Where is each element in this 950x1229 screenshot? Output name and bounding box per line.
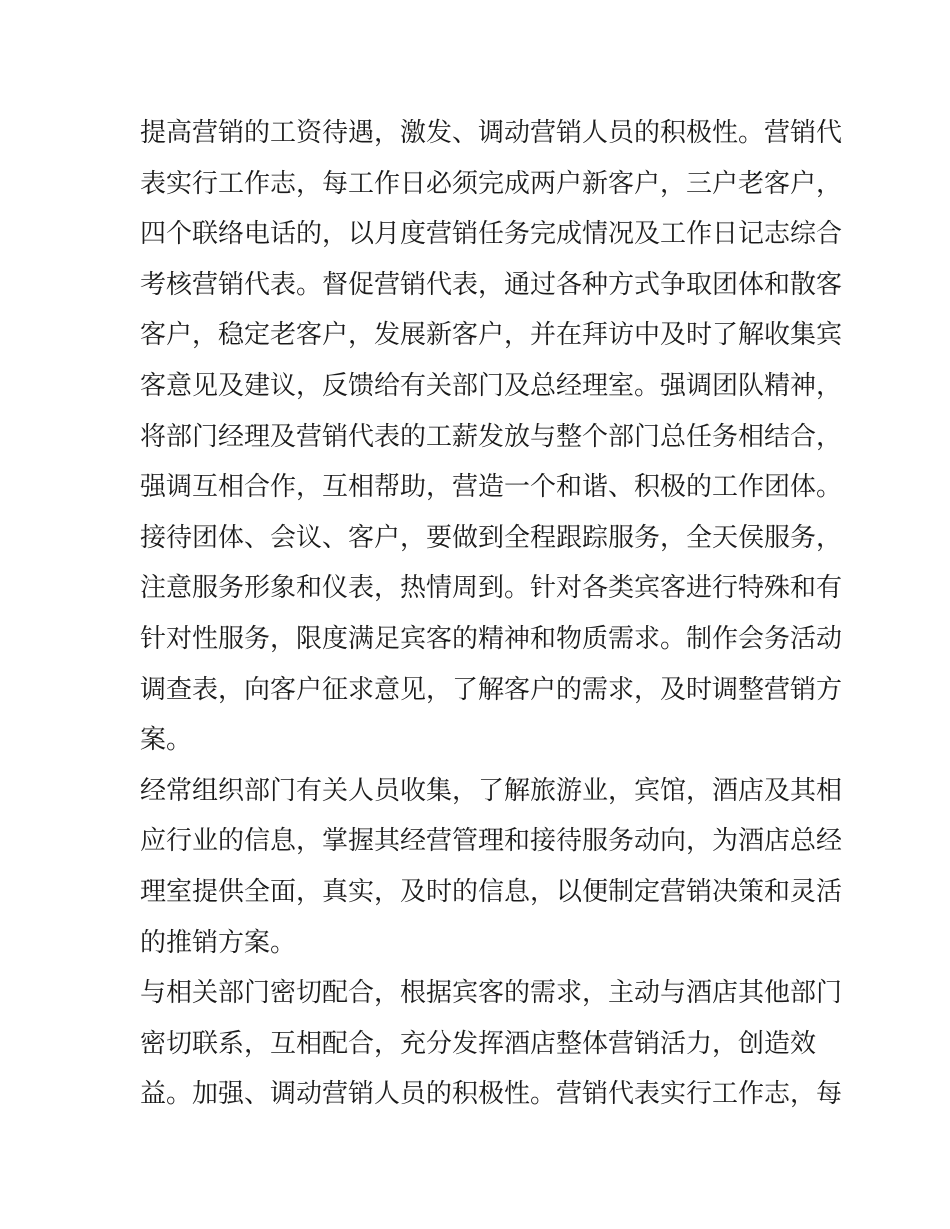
text-line: 案。 [140,725,193,756]
text-line: 将部门经理及营销代表的工薪发放与整个部门总任务相结合， [140,421,843,452]
text-line: 接待团体、会议、客户，要做到全程跟踪服务，全天侯服务， [140,522,843,553]
paragraph-3 [140,968,843,1120]
text-line: 提高营销的工资待遇，激发、调动营销人员的积极性。营销代 [140,118,843,148]
text-line: 强调互相合作，互相帮助，营造一个和谐、积极的工作团体。 [140,472,843,503]
text-line: 密切联系，互相配合，充分发挥酒店整体营销活力，创造效 [140,1028,817,1059]
text-line: 四个联络电话的，以月度营销任务完成情况及工作日记志综合 [140,219,843,250]
text-line: 客户，稳定老客户，发展新客户，并在拜访中及时了解收集宾 [140,320,843,351]
text-line: 益。加强、调动营销人员的积极性。营销代表实行工作志，每 [140,1079,843,1110]
text-line: 调查表，向客户征求意见，了解客户的需求，及时调整营销方 [140,674,843,705]
text-line: 理室提供全面，真实，及时的信息，以便制定营销决策和灵活 [140,876,843,907]
text-line: 客意见及建议，反馈给有关部门及总经理室。强调团队精神， [140,370,843,401]
paragraph-1 [140,108,843,766]
text-line: 针对性服务，限度满足宾客的精神和物质需求。制作会务活动 [140,623,843,654]
body-text [140,108,843,1120]
paragraph-2 [140,766,843,968]
text-line: 注意服务形象和仪表，热情周到。针对各类宾客进行特殊和有 [140,573,843,604]
text-line: 应行业的信息，掌握其经营管理和接待服务动向，为酒店总经 [140,826,843,857]
text-line: 考核营销代表。督促营销代表，通过各种方式争取团体和散客 [140,269,843,300]
text-line: 表实行工作志，每工作日必须完成两户新客户，三户老客户， [140,168,843,199]
text-line: 经常组织部门有关人员收集，了解旅游业，宾馆，酒店及其相 [140,775,843,806]
text-line: 的推销方案。 [140,927,297,958]
text-line: 与相关部门密切配合，根据宾客的需求，主动与酒店其他部门 [140,978,843,1009]
